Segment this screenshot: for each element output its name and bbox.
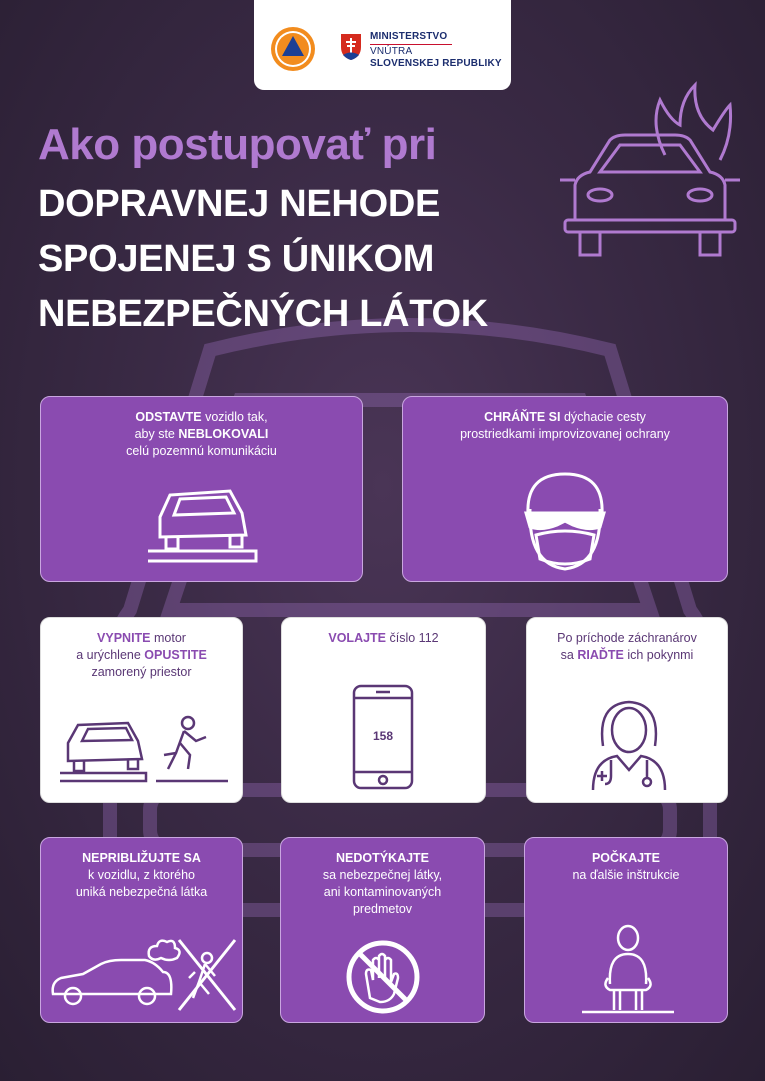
burning-car-icon [555,80,740,270]
card-wait-instructions: POČKAJTE na ďalšie inštrukcie [524,837,728,1023]
exit-car-running-person-icon [56,713,231,793]
no-touch-hand-icon [344,938,422,1016]
parked-car-icon [146,487,261,567]
card-leave-area: VYPNITE motor a urýchlene OPUSTITE zamorený priestor [40,617,243,803]
card-protect-breathing: CHRÁŇTE SI dýchacie cesty prostriedkami improvizovanej ochrany [402,396,728,582]
civil-protection-logo [270,26,316,72]
card-park-vehicle: ODSTAVTE vozidlo tak, aby ste NEBLOKOVALI celú pozemnú komunikáciu [40,396,363,582]
sitting-person-waiting-icon [580,924,676,1016]
rescuer-doctor-icon [589,698,669,793]
header-logo-box [254,0,511,90]
title-line-1: Ako postupovať pri [38,120,437,169]
leaking-car-no-person-icon [49,936,237,1016]
face-mask-person-icon [518,469,613,574]
card-call-112: VOLAJTE číslo 112 158 [281,617,486,803]
slovak-coat-of-arms-icon [340,33,362,61]
title-line-2: DOPRAVNEJ NEHODE [38,183,441,225]
ministry-name: MINISTERSTVO VNÚTRA SLOVENSKEJ REPUBLIKY [370,31,502,69]
title-line-3: SPOJENEJ S ÚNIKOM [38,238,435,280]
phone-screen-number: 158 [372,729,394,743]
card-follow-rescuers: Po príchode záchranárov sa RIAĎTE ich pokynmi [526,617,728,803]
card-do-not-touch: NEDOTÝKAJTE sa nebezpečnej látky, ani kontaminovaných predmetov [280,837,485,1023]
card-do-not-approach: NEPRIBLIŽUJTE SA k vozidlu, z ktorého uniká nebezpečná látka [40,837,243,1023]
title-line-4: NEBEZPEČNÝCH LÁTOK [38,293,488,335]
